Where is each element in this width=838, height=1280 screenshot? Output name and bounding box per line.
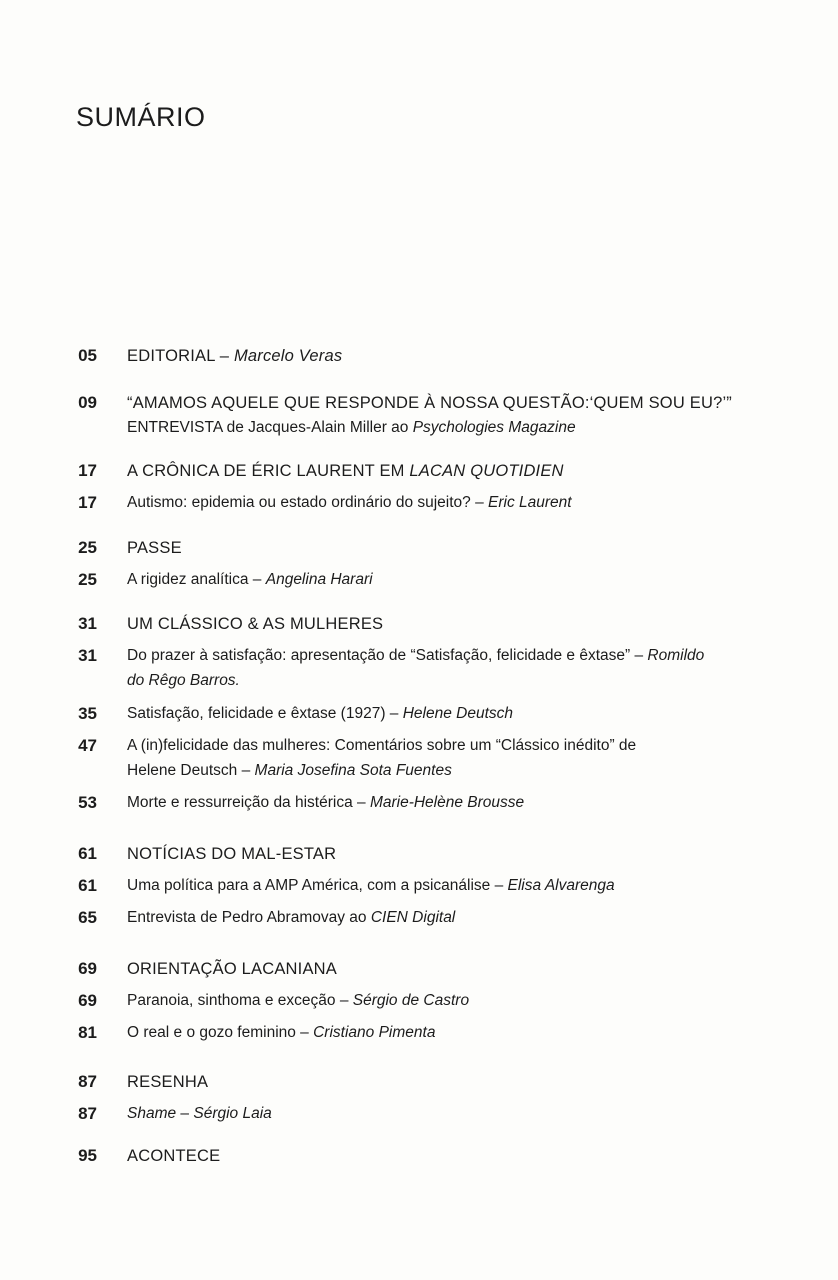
entry-title: Do prazer à satisfação: apresentação de “Satisfação, felicidade e êxtase” – Romildo [127,647,705,664]
page-number: 69 [78,959,97,978]
toc-entry[interactable] [0,611,838,637]
entry-title: ORIENTAÇÃO LACANIANA [127,960,337,978]
entry-title: RESENHA [127,1073,209,1091]
entry-author: Marcelo Veras [233,347,343,365]
toc-entry[interactable] [0,733,838,779]
page-number: 61 [78,876,97,895]
entry-subtitle: Helene Deutsch – Maria Josefina Sota Fuentes [127,762,452,779]
entry-title: O real e o gozo feminino – Cristiano Pimenta [127,1024,436,1041]
page-number: 09 [78,393,97,412]
toc-entry[interactable] [0,458,838,484]
page-title: SUMÁRIO [76,102,206,132]
toc-entry[interactable] [0,988,838,1014]
entry-author: Eric Laurent [488,494,572,511]
toc-entry[interactable] [0,905,838,931]
toc-entry[interactable] [0,567,838,593]
entry-author: Romildo [647,647,705,664]
page-number: 35 [78,704,97,723]
toc-entry[interactable] [0,873,838,899]
toc-entry[interactable] [0,701,838,727]
page-number: 87 [78,1104,97,1123]
entry-title: A rigidez analítica – Angelina Harari [127,571,373,588]
toc-entry[interactable] [0,790,838,816]
page-number: 95 [78,1146,97,1165]
page-number: 69 [78,991,97,1010]
entry-author: Angelina Harari [265,571,373,588]
entry-author: Helene Deutsch [402,705,514,722]
entry-author: Marie-Helène Brousse [369,794,525,811]
entry-title: PASSE [127,539,182,557]
page-number: 31 [78,614,97,633]
entry-title: A (in)felicidade das mulheres: Comentários sobre um “Clássico inédito” de [127,737,637,754]
page-number: 05 [78,346,97,365]
toc-entry[interactable] [0,1143,838,1169]
toc-entry[interactable] [0,490,838,516]
page-number: 47 [78,736,97,755]
toc-entry[interactable] [0,1020,838,1046]
page-number: 31 [78,646,97,665]
page-number: 53 [78,793,97,812]
toc-entry[interactable] [0,535,838,561]
page-number: 25 [78,570,97,589]
entry-title: Paranoia, sinthoma e exceção – Sérgio de Castro [127,992,470,1009]
entry-title: Entrevista de Pedro Abramovay ao CIEN Digital [127,909,456,926]
entry-title: Uma política para a AMP América, com a psicanálise – Elisa Alvarenga [127,877,615,894]
entry-author: Sérgio Laia [193,1105,272,1122]
toc-entry[interactable] [0,643,838,689]
toc-entry[interactable] [0,1101,838,1127]
page-number: 87 [78,1072,97,1091]
entry-subtitle: ENTREVISTA de Jacques-Alain Miller ao Psychologies Magazine [127,419,576,436]
toc-entry[interactable] [0,343,838,369]
page-number: 17 [78,461,97,480]
entry-title: NOTÍCIAS DO MAL-ESTAR [127,845,337,863]
entry-title: Shame – Sérgio Laia [127,1105,272,1122]
page-number: 65 [78,908,97,927]
entry-author: Elisa Alvarenga [507,877,615,894]
toc-entry[interactable] [0,956,838,982]
entry-title: Morte e ressurreição da histérica – Marie-Helène Brousse [127,794,525,811]
entry-title: Autismo: epidemia ou estado ordinário do sujeito? – Eric Laurent [127,494,572,511]
toc-entry[interactable] [0,390,838,436]
entry-title: UM CLÁSSICO & AS MULHERES [127,615,384,633]
page-number: 81 [78,1023,97,1042]
entry-author: Cristiano Pimenta [313,1024,436,1041]
entry-title: ACONTECE [127,1147,221,1165]
entry-author: Sérgio de Castro [352,992,470,1009]
page-number: 17 [78,493,97,512]
entry-title: A CRÔNICA DE ÉRIC LAURENT EM LACAN QUOTIDIEN [127,462,564,480]
page-number: 25 [78,538,97,557]
entry-title: “AMAMOS AQUELE QUE RESPONDE À NOSSA QUESTÃO:‘QUEM SOU EU?’” [127,394,733,412]
entry-author-cont: do Rêgo Barros. [127,672,240,689]
entry-title: EDITORIAL – Marcelo Veras [127,347,343,365]
toc-entry[interactable] [0,1069,838,1095]
page-number: 61 [78,844,97,863]
entry-title: Satisfação, felicidade e êxtase (1927) – Helene Deutsch [127,705,514,722]
toc-entry[interactable] [0,841,838,867]
